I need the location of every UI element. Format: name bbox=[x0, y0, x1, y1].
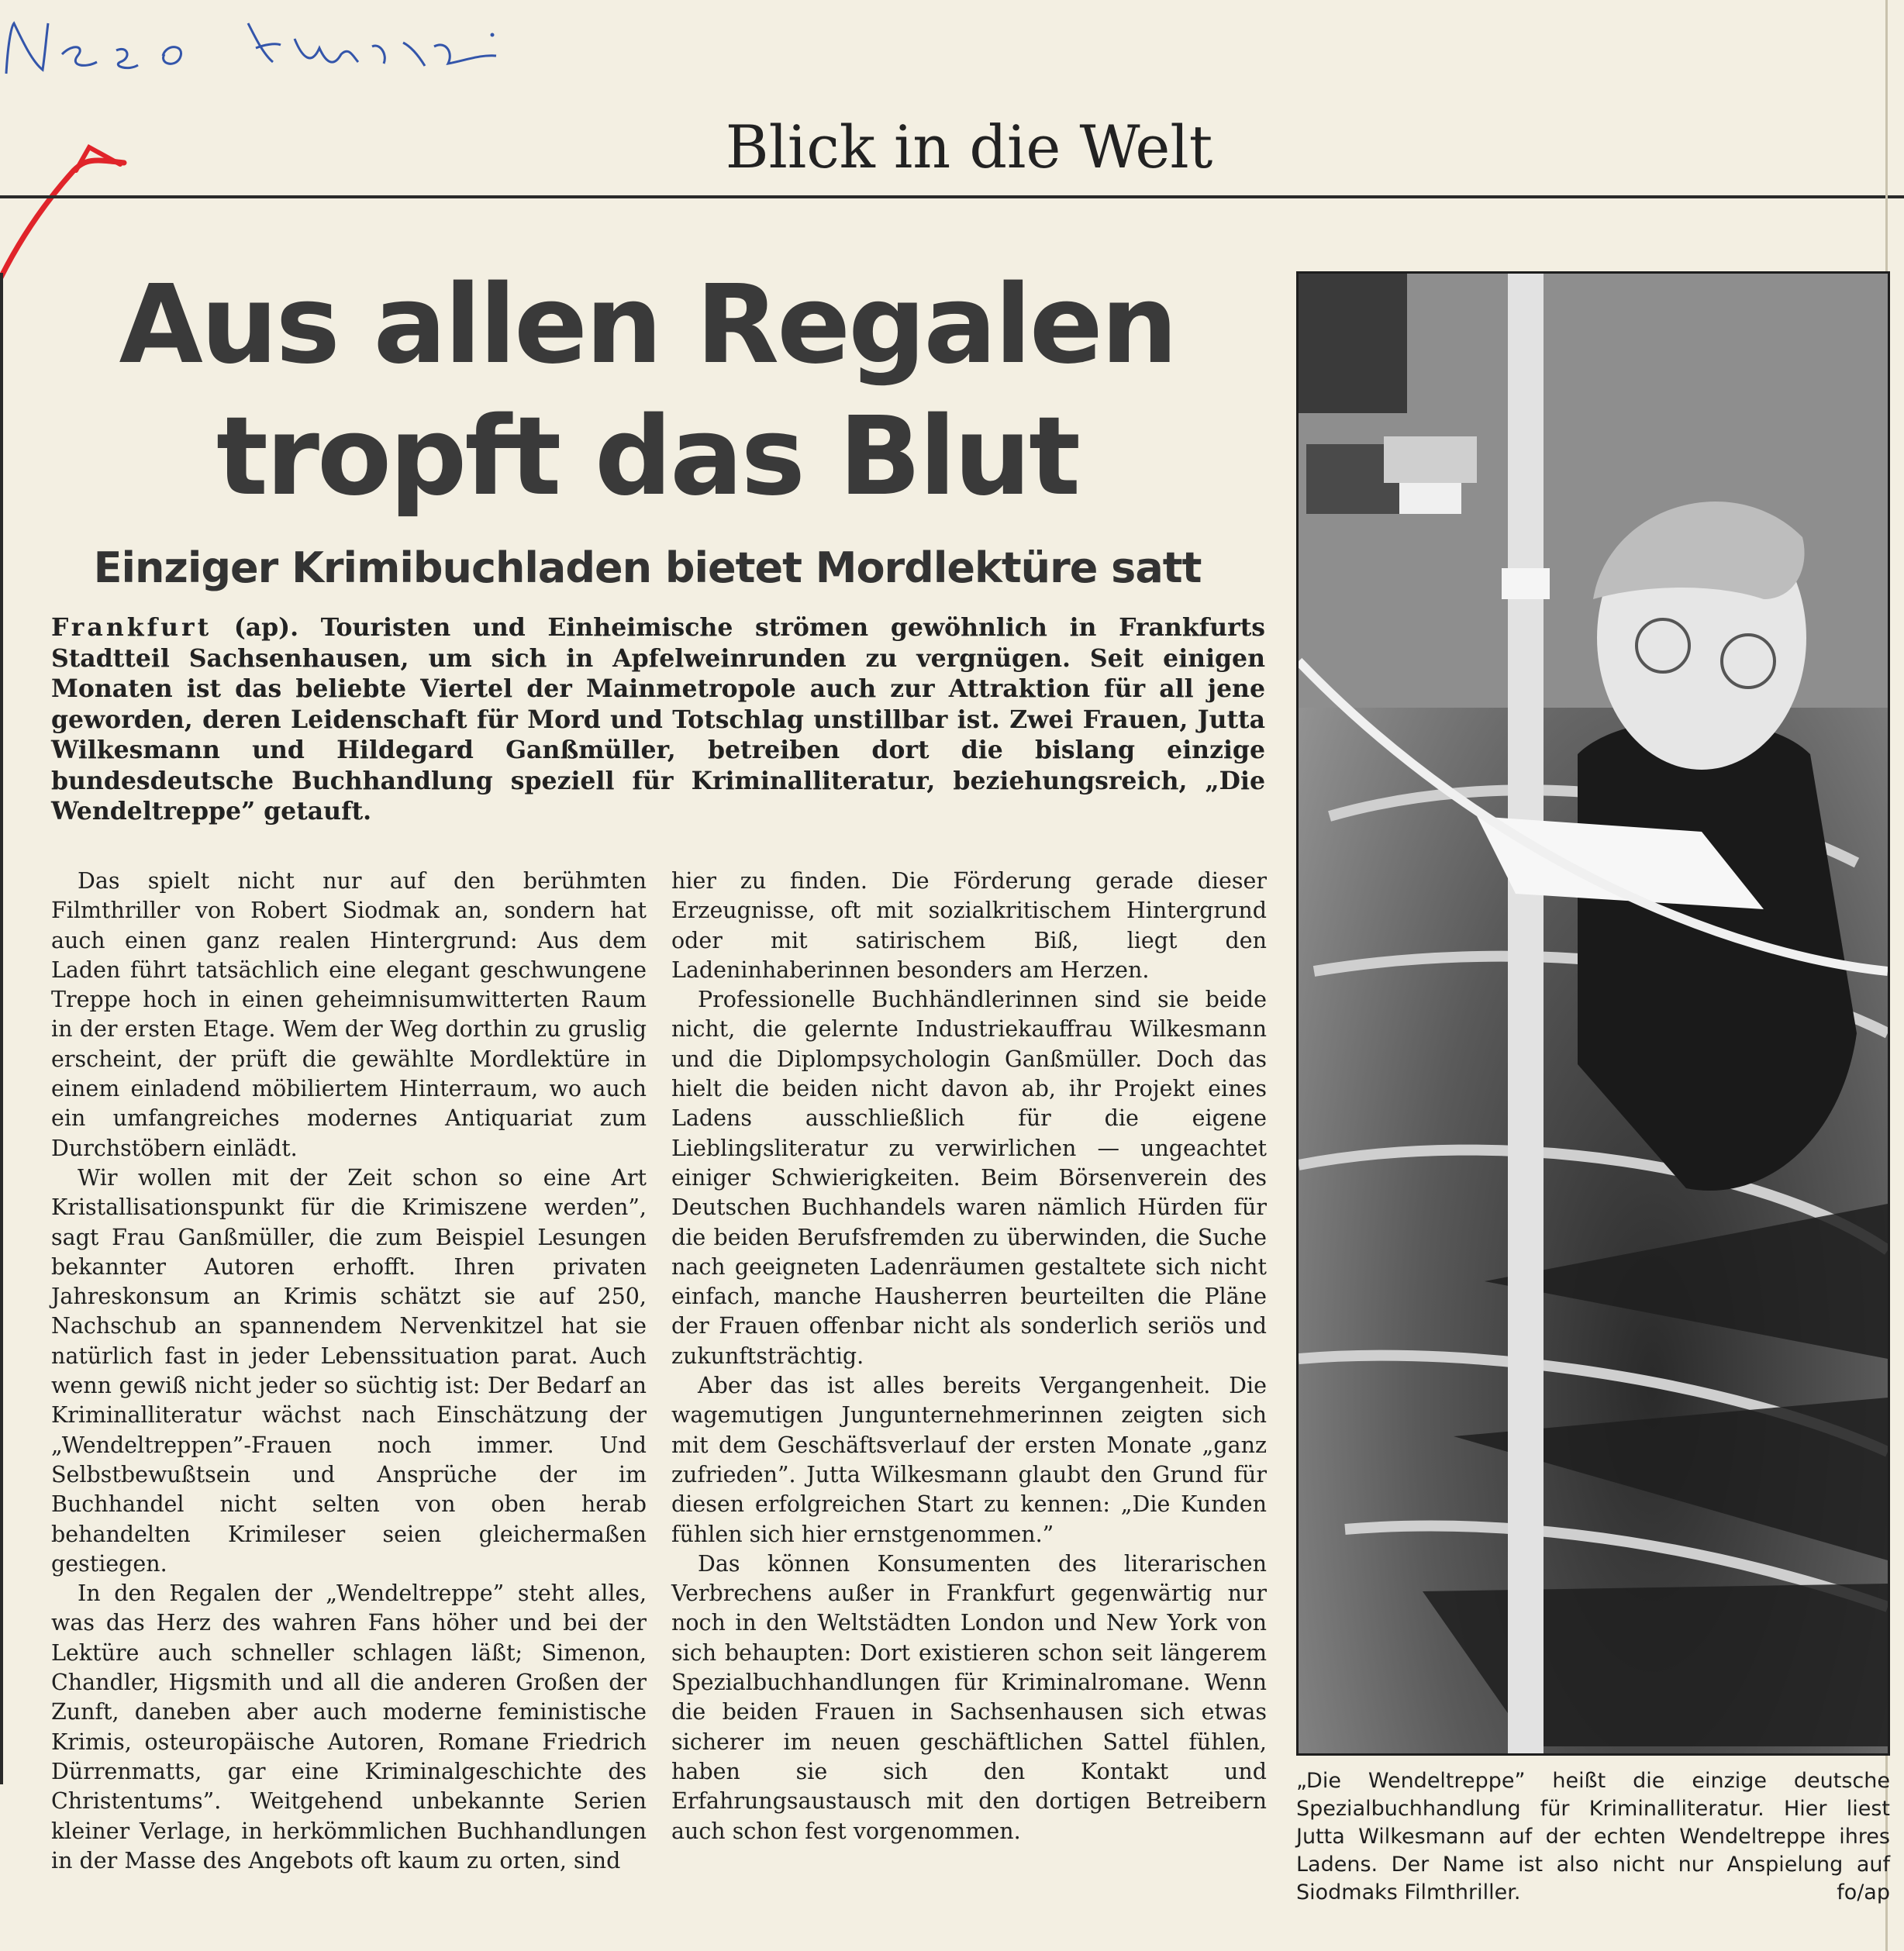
headline-line-1: Aus allen Regalen bbox=[119, 262, 1176, 388]
lead-text: (ap). Touristen und Einheimische strömen gewöhnlich in Frankfurts Stadtteil Sachsenhausen, um sich in Apfelweinrunden zu vergnügen. Seit einigen Monaten ist das beliebte Viertel der Mainmetropole auch zur Attraktion für all jene geworden, deren Leidenschaft für Mord und Totschlag unstillbar ist. Zwei Frauen, Jutta Wilkesmann und Hildegard Ganßmüller, betreiben dort die bislang einzige bundesdeutsche Buchhandlung speziell für Kriminalliteratur, beziehungsreich, „Die Wendeltreppe” getauft. bbox=[51, 613, 1265, 826]
article-photo bbox=[1296, 271, 1890, 1756]
photo-credit: fo/ap bbox=[1837, 1880, 1890, 1904]
lead-paragraph bbox=[51, 612, 1265, 827]
red-check-mark bbox=[0, 116, 155, 287]
section-divider bbox=[0, 195, 1904, 198]
column-2-paragraph-1: hier zu finden. Die Förderung gerade dieser Erzeugnisse, oft mit sozialkritischem Hintergrund oder mit satirischem Biß, liegt den Ladeninhaberinnen besonders am Herzen. bbox=[671, 868, 1267, 983]
column-2-paragraph-4: Das können Konsumenten des literarischen Verbrechens außer in Frankfurt gegenwärtig nur noch in den Weltstädten London und New York von sich behaupten: Dort existieren schon seit längerem Spezialbuchhandlungen für Kriminalromane. Wenn die beiden Frauen in Sachsenhausen sich etwas sicherer im neuen geschäftlichen Sattel fühlen, haben sie sich den Kontakt und Erfahrungsaustausch mit den dortigen Betreibern auch schon fest vorgenommen. bbox=[671, 1550, 1267, 1844]
article-column-2 bbox=[671, 867, 1267, 1846]
section-title: Blick in die Welt bbox=[725, 112, 1213, 181]
left-border-rule bbox=[0, 273, 3, 1784]
column-1-paragraph-2: Wir wollen mit der Zeit schon so eine Art Kristallisationspunkt für die Krimiszene werden”, sagt Frau Ganßmüller, die zum Beispiel Lesungen bekannter Autoren erhofft. Ihren privaten Jahreskonsum an Krimis schätzt sie auf 250, Nachschub an spannendem Nervenkitzel hat sie natürlich fast in jeder Lebenssituation parat. Auch wenn gewiß nicht jeder so süchtig ist: Der Bedarf an Kriminalliteratur wächst nach Einschätzung der „Wendeltreppen”-Frauen noch immer. Und Selbstbewußtsein und Ansprüche der im Buchhandel nicht selten von oben herab behandelten Krimileser seien gleichermaßen gestiegen. bbox=[51, 1164, 647, 1577]
article-column-1 bbox=[51, 867, 647, 1876]
dateline: Frankfurt bbox=[51, 613, 212, 642]
column-2-paragraph-2: Professionelle Buchhändlerinnen sind sie beide nicht, die gelernte Industriekauffrau Wilkesmann und die Diplompsychologin Ganßmüller. Doch das hielt die beiden nicht davon ab, ihr Projekt eines Ladens ausschließlich für die eigene Lieblingsliteratur zu verwirlichen — ungeachtet einiger Schwierigkeiten. Beim Börsenverein des Deutschen Buchhandels waren nämlich Hürden für die beiden Berufsfremden zu überwinden, die Suche nach geeigneten Ladenräumen gestaltete sich nicht einfach, manche Hausherren beurteilten die Pläne der Frauen offenbar nicht als sonderlich seriös und zukunftsträchtig. bbox=[671, 987, 1267, 1369]
spiral-staircase-photo bbox=[1299, 274, 1888, 1753]
caption-text: „Die Wendeltreppe” heißt die einzige deutsche Spezialbuchhandlung für Kriminalliteratur. Hier liest Jutta Wilkesmann auf der echten Wendeltreppe ihres Ladens. Der Name ist also nicht nur Anspielung auf Siodmaks Filmthriller. bbox=[1296, 1769, 1890, 1904]
column-1-paragraph-1: Das spielt nicht nur auf den berühmten Filmthriller von Robert Siodmak an, sondern hat auch einen ganz realen Hintergrund: Aus dem Laden führt tatsächlich eine elegant geschwungene Treppe hoch in einen geheimnisumwitterten Raum in der ersten Etage. Wem der Weg dorthin zu gruslig erscheint, der prüft die gewählte Mordlektüre in einem einladend möbiliertem Hinterraum, wo auch ein umfangreiches modernes Antiquariat zum Durchstöbern einlädt. bbox=[51, 868, 647, 1161]
photo-caption bbox=[1296, 1767, 1890, 1907]
column-1-paragraph-3: In den Regalen der „Wendeltreppe” steht alles, was das Herz des wahren Fans höher und bei der Lektüre auch schneller schlagen läßt; Simenon, Chandler, Higsmith und all die anderen Großen der Zunft, daneben aber auch moderne feministische Krimis, osteuropäische Autoren, Romane Friedrich Dürrenmatts, gar eine Kriminalgeschichte des Christentums”. Weitgehend unbekannte Serien kleiner Verlage, in herkömmlichen Buchhandlungen in der Masse des Angebots oft kaum zu orten, sind bbox=[51, 1580, 647, 1873]
headline-line-2: tropft das Blut bbox=[216, 394, 1078, 520]
subheadline: Einziger Krimibuchladen bietet Mordlektüre satt bbox=[93, 543, 1202, 592]
column-2-paragraph-3: Aber das ist alles bereits Vergangenheit. Die wagemutigen Jungunternehmerinnen zeigten sich mit dem Geschäftsverlauf der ersten Monate „ganz zufrieden”. Jutta Wilkesmann glaubt den Grund für diesen erfolgreichen Start zu kennen: „Die Kunden fühlen sich hier ernstgenommen.” bbox=[671, 1373, 1267, 1547]
handwritten-note bbox=[0, 0, 589, 109]
